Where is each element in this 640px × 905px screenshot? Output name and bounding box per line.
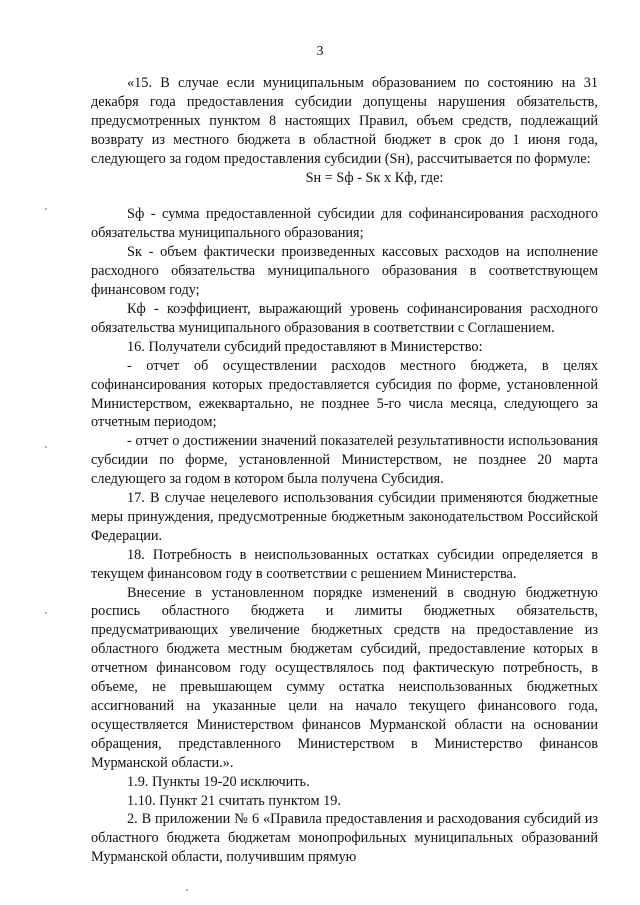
definition-sk: Sк - объем фактически произведенных кассовых расходов на исполнение расходного обязательства муниципального образования в соответствующем финансовом году;	[91, 244, 598, 299]
page-number: 3	[316, 44, 324, 59]
scan-speck	[45, 208, 47, 210]
paragraph-17: 17. В случае нецелевого использования субсидии применяются бюджетные меры принуждения, предусмотренные бюджетным законодательством Российской Федерации.	[91, 490, 598, 544]
paragraph-2: 2. В приложении № 6 «Правила предоставления и расходования субсидий из областного бюджета бюджетам монопрофильных муниципальных образований Мурманской области, получившим прямую	[91, 811, 598, 866]
document-body	[91, 74, 598, 867]
paragraph-18: 18. Потребность в неиспользованных остатках субсидии определяется в текущем финансовом году в соответствии с решением Министерства.	[91, 546, 598, 582]
definition-sf: Sф - сумма предоставленной субсидии для софинансирования расходного обязательства муниципального образования;	[91, 206, 598, 242]
paragraph-18-continuation: Внесение в установленном порядке изменений в сводную бюджетную роспись областного бюджета и лимиты бюджетных обязательств, предусматривающих увеличение бюджетных средств на предоставление из областного бюджета местным бюджетам субсидий, предоставление которых в отчетном финансовом году осуществлялось под фактическую потребность, в объеме, не превышающем сумму остатка неиспользованных бюджетных ассигнований на указанные цели на начало текущего финансового года, осуществляется Министерством финансов Мурманской области на основании обращения, представленного Министерством в Министерство финансов Мурманской области.».	[91, 584, 598, 771]
paragraph-15: «15. В случае если муниципальным образованием по состоянию на 31 декабря года предоставления субсидии допущены нарушения обязательств, предусмотренных пунктом 8 настоящих Правил, объем средств, подлежащий возврату из местного бюджета в областной бюджет в срок до 1 июня года, следующего за годом предоставления субсидии (Sн), рассчитывается по формуле:	[91, 75, 598, 167]
spacer	[91, 187, 598, 205]
paragraph-1-10: 1.10. Пункт 21 считать пунктом 19.	[127, 792, 342, 809]
scan-speck	[45, 446, 47, 448]
paragraph-1-9: 1.9. Пункты 19-20 исключить.	[127, 773, 310, 790]
paragraph-16-item-b: - отчет о достижении значений показателей результативности использования субсидии по форме, установленной Министерством, не позднее 20 марта следующего за годом в котором была получена Субсидия.	[91, 433, 598, 488]
definition-kf: Кф - коэффициент, выражающий уровень софинансирования расходного обязательства муниципального образования в соответствии с Соглашением.	[91, 300, 598, 336]
scan-speck	[186, 889, 188, 891]
scan-speck	[45, 612, 47, 614]
paragraph-16-item-a: - отчет об осуществлении расходов местного бюджета, в целях софинансирования которых предоставляется субсидия по форме, установленной Министерством, ежеквартально, не позднее 5-го числа месяца, следующего за отчетным периодом;	[91, 357, 598, 431]
paragraph-16: 16. Получатели субсидий предоставляют в Министерство:	[127, 338, 483, 355]
formula: Sн = Sф - Sк x Кф, где:	[305, 169, 444, 186]
